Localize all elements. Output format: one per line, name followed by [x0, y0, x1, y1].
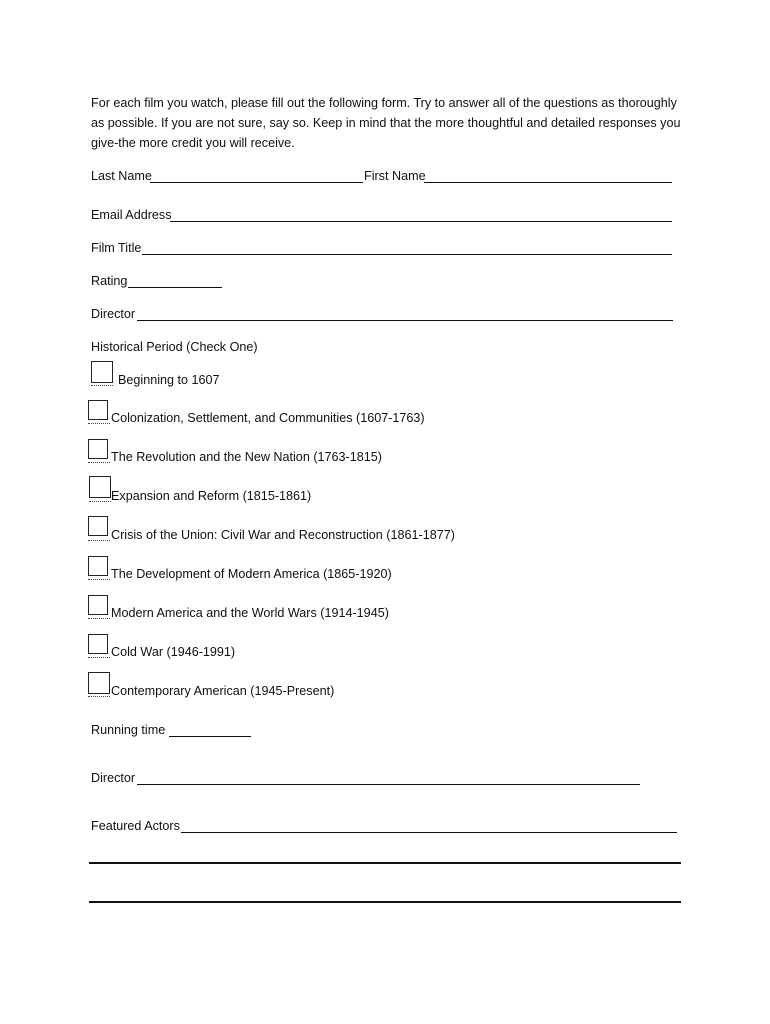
period-checkbox-5[interactable]	[88, 516, 108, 536]
period-checkbox-4[interactable]	[89, 476, 111, 498]
period-underline-8	[88, 657, 110, 658]
historical-period-label: Historical Period (Check One)	[91, 340, 258, 354]
period-checkbox-1[interactable]	[91, 361, 113, 383]
period-checkbox-2[interactable]	[88, 400, 108, 420]
instructions-paragraph: For each film you watch, please fill out the following form. Try to answer all of the questions as thoroughly as possible. If you are not sure, say so. Keep in mind that the more thoughtful and detailed responses you give-the more credit you will receive.	[91, 96, 681, 150]
director-2-field[interactable]	[137, 784, 640, 785]
director-field[interactable]	[137, 320, 673, 321]
film-title-label: Film Title	[91, 241, 142, 255]
last-name-field[interactable]	[150, 182, 363, 183]
actors-writing-line-1[interactable]	[89, 862, 681, 864]
running-time-label: Running time	[91, 723, 166, 737]
rating-field[interactable]	[128, 287, 222, 288]
email-field[interactable]	[170, 221, 672, 222]
period-label-5: Crisis of the Union: Civil War and Reconstruction (1861-1877)	[111, 528, 455, 542]
period-checkbox-9[interactable]	[88, 672, 110, 694]
period-underline-3	[88, 462, 110, 463]
rating-label: Rating	[91, 274, 128, 288]
period-label-1: Beginning to 1607	[118, 373, 220, 387]
period-checkbox-3[interactable]	[88, 439, 108, 459]
running-time-field[interactable]	[169, 736, 251, 737]
period-checkbox-6[interactable]	[88, 556, 108, 576]
period-underline-7	[88, 618, 110, 619]
director-label: Director	[91, 307, 136, 321]
period-label-3: The Revolution and the New Nation (1763-1815)	[111, 450, 382, 464]
period-underline-4	[89, 501, 111, 502]
period-label-4: Expansion and Reform (1815-1861)	[111, 489, 312, 503]
period-underline-6	[88, 579, 110, 580]
featured-actors-field[interactable]	[181, 832, 677, 833]
first-name-field[interactable]	[424, 182, 672, 183]
period-underline-1	[91, 385, 113, 386]
featured-actors-label: Featured Actors	[91, 819, 180, 833]
first-name-label: First Name	[364, 169, 426, 183]
period-underline-5	[88, 540, 110, 541]
email-label: Email Address	[91, 208, 172, 222]
period-label-9: Contemporary American (1945-Present)	[111, 684, 335, 698]
director-2-label: Director	[91, 771, 136, 785]
last-name-label: Last Name	[91, 169, 152, 183]
period-underline-2	[88, 423, 110, 424]
period-label-6: The Development of Modern America (1865-1920)	[111, 567, 392, 581]
period-checkbox-7[interactable]	[88, 595, 108, 615]
period-checkbox-8[interactable]	[88, 634, 108, 654]
period-label-2: Colonization, Settlement, and Communities (1607-1763)	[111, 411, 425, 425]
period-label-8: Cold War (1946-1991)	[111, 645, 236, 659]
period-underline-9	[88, 696, 110, 697]
actors-writing-line-2[interactable]	[89, 901, 681, 903]
period-label-7: Modern America and the World Wars (1914-1945)	[111, 606, 389, 620]
film-title-field[interactable]	[142, 254, 672, 255]
